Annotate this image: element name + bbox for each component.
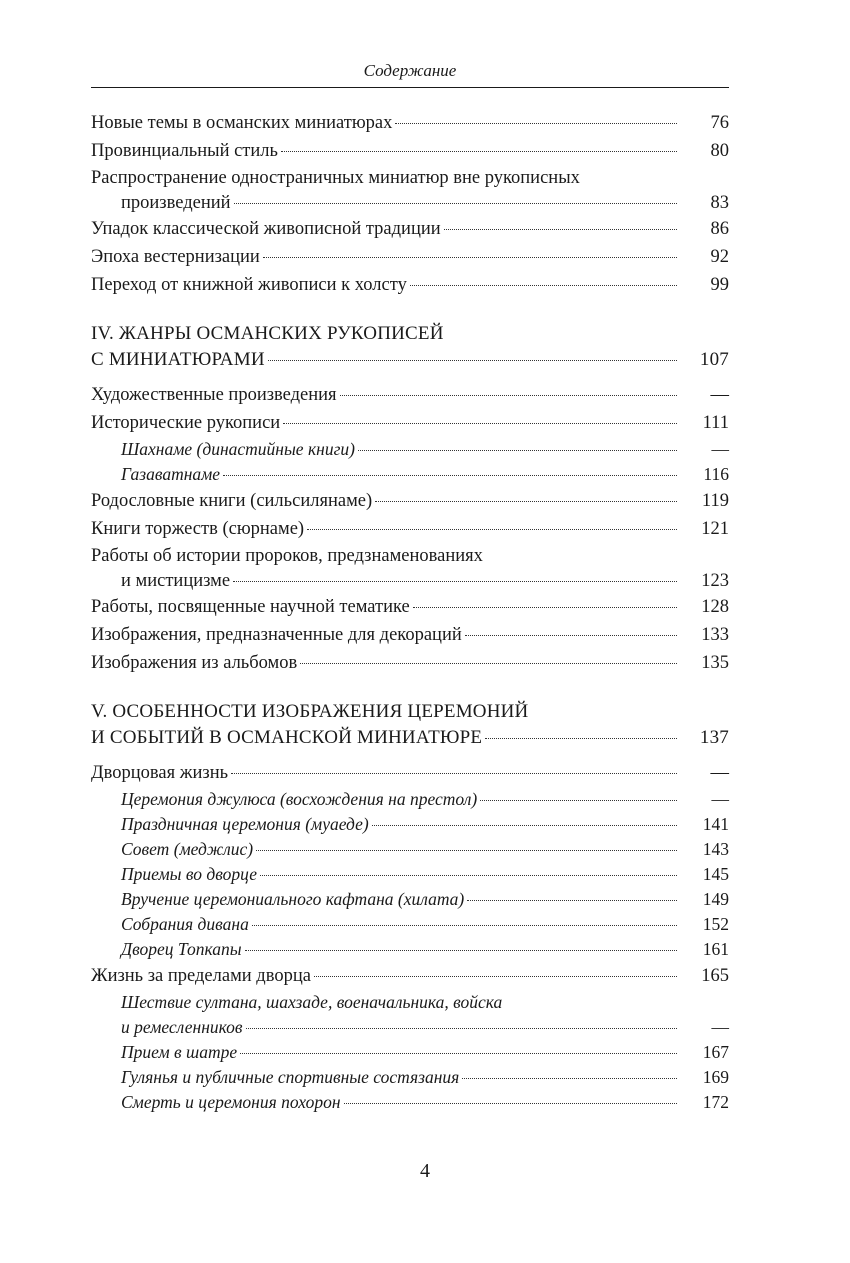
toc-subentry-title: Гулянья и публичные спортивные состязания [121, 1067, 460, 1087]
toc-entry-page: 135 [701, 653, 729, 673]
dot-leader [245, 950, 677, 951]
toc-entry-line1[interactable]: Работы об истории пророков, предзнаменованиях [91, 546, 483, 566]
toc-subentry[interactable] [91, 1015, 729, 1040]
dot-leader [283, 423, 677, 424]
toc-entry[interactable] [91, 515, 729, 543]
toc-subentry-title: и ремесленников [121, 1017, 243, 1037]
toc-entry[interactable] [91, 487, 729, 515]
section-heading-page: 137 [699, 727, 729, 748]
dot-leader [465, 635, 677, 636]
toc-subentry-line1[interactable]: Шествие султана, шахзаде, военачальника, войска [121, 992, 503, 1012]
toc-entry[interactable] [91, 569, 729, 593]
toc-entry-title: Работы, посвященные научной тематике [91, 597, 410, 617]
dot-leader [358, 450, 677, 451]
table-of-contents [91, 109, 729, 1115]
dot-leader [413, 607, 677, 608]
toc-entry-page: 133 [701, 625, 729, 645]
section-heading-page: 107 [699, 349, 729, 370]
dot-leader [410, 285, 677, 286]
dot-leader [314, 976, 677, 977]
toc-entry[interactable] [91, 759, 729, 787]
toc-entry-page: — [710, 385, 729, 405]
toc-subentry-page: 145 [702, 864, 729, 884]
toc-entry-title: и мистицизме [121, 571, 231, 591]
toc-entry[interactable] [91, 621, 729, 649]
toc-subentry[interactable] [91, 1090, 729, 1115]
dot-leader [234, 203, 677, 204]
dot-leader [256, 850, 677, 851]
toc-subentry-page: 172 [702, 1092, 729, 1112]
toc-entry[interactable] [91, 215, 729, 243]
toc-subentry-page: — [711, 439, 729, 459]
toc-entry-title: Новые темы в османских миниатюрах [91, 113, 393, 133]
toc-entry-title: произведений [121, 193, 231, 213]
toc-entry[interactable] [91, 593, 729, 621]
toc-subentry-title: Прием в шатре [121, 1042, 238, 1062]
toc-subentry[interactable] [91, 937, 729, 962]
toc-subentry-title: Смерть и церемония похорон [121, 1092, 341, 1112]
toc-entry[interactable] [91, 409, 729, 437]
toc-entry-page: 80 [710, 141, 729, 161]
toc-entry[interactable] [91, 381, 729, 409]
toc-entry[interactable] [91, 191, 729, 215]
toc-entry-title: Художественные произведения [91, 385, 337, 405]
dot-leader [462, 1078, 677, 1079]
dot-leader [344, 1103, 677, 1104]
section-heading[interactable] [91, 725, 729, 751]
toc-subentry-title: Шахнаме (династийные книги) [121, 439, 355, 459]
section-heading-line1[interactable]: IV. ЖАНРЫ ОСМАНСКИХ РУКОПИСЕЙ [91, 323, 444, 344]
toc-entry-page: 86 [710, 219, 729, 239]
toc-subentry-page: 116 [703, 464, 729, 484]
toc-entry-page: 76 [710, 113, 729, 133]
toc-subentry-title: Совет (меджлис) [121, 839, 254, 859]
toc-entry-line1[interactable]: Распространение одностраничных миниатюр вне рукописных [91, 168, 580, 188]
toc-entry-title: Переход от книжной живописи к холсту [91, 275, 407, 295]
dot-leader [240, 1053, 677, 1054]
dot-leader [300, 663, 677, 664]
toc-entry-title: Исторические рукописи [91, 413, 281, 433]
dot-leader [233, 581, 677, 582]
toc-entry-page: 99 [710, 275, 729, 295]
dot-leader [263, 257, 677, 258]
dot-leader [223, 475, 677, 476]
dot-leader [268, 360, 677, 361]
toc-entry-page: 128 [701, 597, 729, 617]
toc-entry-page: 119 [701, 491, 729, 511]
toc-entry-page: — [710, 763, 729, 783]
toc-subentry[interactable] [91, 862, 729, 887]
dot-leader [444, 229, 677, 230]
toc-subentry-page: 169 [702, 1067, 729, 1087]
toc-subentry-title: Церемония джулюса (восхождения на престол) [121, 789, 478, 809]
dot-leader [246, 1028, 678, 1029]
toc-entry-page: 123 [701, 571, 729, 591]
dot-leader [485, 738, 677, 739]
toc-subentry[interactable] [91, 912, 729, 937]
toc-subentry-title: Собрания дивана [121, 914, 249, 934]
toc-entry-title: Дворцовая жизнь [91, 763, 229, 783]
dot-leader [480, 800, 677, 801]
toc-subentry[interactable] [91, 837, 729, 862]
section-heading-line1[interactable]: V. ОСОБЕННОСТИ ИЗОБРАЖЕНИЯ ЦЕРЕМОНИЙ [91, 701, 529, 722]
section-heading[interactable] [91, 347, 729, 373]
section-heading-title: С МИНИАТЮРАМИ [91, 349, 265, 370]
toc-entry[interactable] [91, 649, 729, 677]
dot-leader [231, 773, 677, 774]
dot-leader [340, 395, 677, 396]
toc-subentry-page: — [711, 789, 729, 809]
toc-entry-title: Жизнь за пределами дворца [91, 966, 311, 986]
toc-entry[interactable] [91, 243, 729, 271]
toc-entry-page: 111 [702, 413, 729, 433]
toc-entry-page: 121 [701, 519, 729, 539]
toc-subentry-title: Вручение церемониального кафтана (хилата) [121, 889, 465, 909]
page-number: 4 [420, 1160, 430, 1182]
toc-subentry[interactable] [91, 812, 729, 837]
toc-subentry[interactable] [91, 787, 729, 812]
toc-entry-page: 83 [710, 193, 729, 213]
toc-subentry[interactable] [91, 887, 729, 912]
toc-subentry-title: Приемы во дворце [121, 864, 258, 884]
toc-entry-title: Эпоха вестернизации [91, 247, 260, 267]
toc-entry[interactable] [91, 137, 729, 165]
toc-subentry-page: — [711, 1017, 729, 1037]
dot-leader [372, 825, 677, 826]
toc-subentry[interactable] [91, 437, 729, 462]
toc-subentry-page: 149 [702, 889, 729, 909]
dot-leader [260, 875, 677, 876]
toc-entry-title: Родословные книги (сильсилянаме) [91, 491, 373, 511]
toc-subentry-title: Дворец Топкапы [121, 939, 242, 959]
toc-entry-title: Провинциальный стиль [91, 141, 278, 161]
running-header [91, 58, 729, 88]
dot-leader [375, 501, 677, 502]
toc-subentry[interactable] [91, 462, 729, 487]
toc-entry[interactable] [91, 962, 729, 990]
dot-leader [467, 900, 677, 901]
section-heading-title: И СОБЫТИЙ В ОСМАНСКОЙ МИНИАТЮРЕ [91, 727, 483, 748]
toc-entry-title: Изображения, предназначенные для декораций [91, 625, 462, 645]
dot-leader [395, 123, 677, 124]
toc-subentry-page: 143 [702, 839, 729, 859]
toc-entry-page: 92 [710, 247, 729, 267]
dot-leader [307, 529, 677, 530]
toc-subentry-page: 167 [702, 1042, 729, 1062]
toc-subentry-page: 141 [702, 814, 729, 834]
toc-entry-title: Упадок классической живописной традиции [91, 219, 441, 239]
running-header-title: Содержание [363, 61, 457, 80]
toc-entry-page: 165 [701, 966, 729, 986]
toc-subentry-page: 152 [702, 914, 729, 934]
dot-leader [252, 925, 677, 926]
dot-leader [281, 151, 677, 152]
toc-subentry-title: Газаватнаме [121, 464, 221, 484]
toc-entry-title: Изображения из альбомов [91, 653, 298, 673]
toc-subentry-title: Праздничная церемония (муаеде) [121, 814, 369, 834]
toc-entry-title: Книги торжеств (сюрнаме) [91, 519, 305, 539]
toc-subentry-page: 161 [702, 939, 729, 959]
toc-entry[interactable] [91, 271, 729, 299]
toc-entry[interactable] [91, 109, 729, 137]
toc-subentry[interactable] [91, 1040, 729, 1065]
toc-subentry[interactable] [91, 1065, 729, 1090]
